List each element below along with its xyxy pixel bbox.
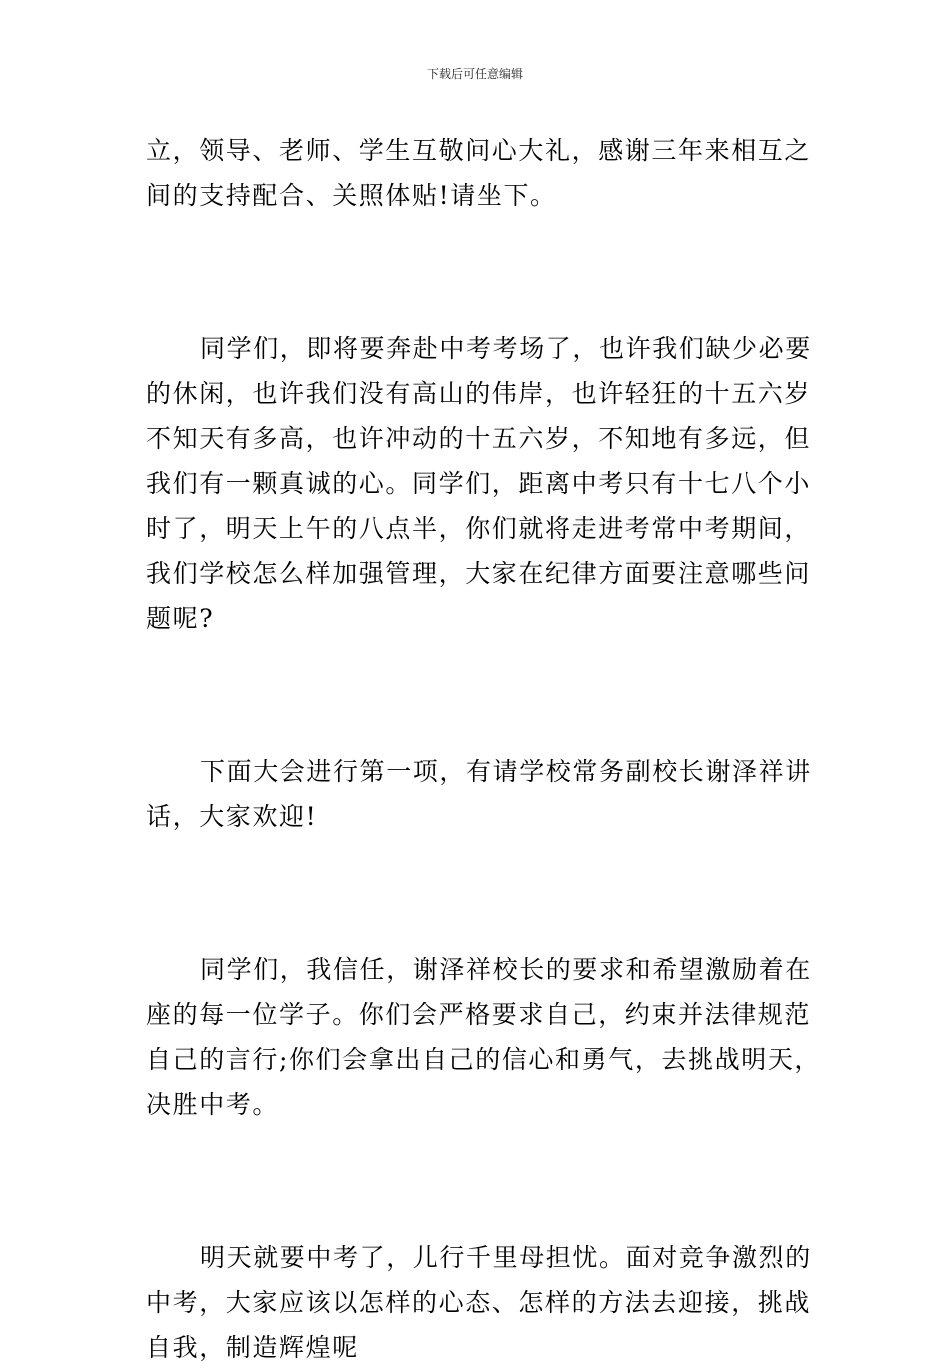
paragraph-line: 时了，明天上午的八点半，你们就将走进考常中考期间， — [146, 514, 812, 543]
paragraph-line: 中考，大家应该以怎样的心态、怎样的方法去迎接，挑战 — [146, 1288, 812, 1317]
paragraph-line: 同学们，即将要奔赴中考考场了，也许我们缺少必要 — [200, 334, 812, 363]
document-body — [146, 128, 822, 1370]
paragraph-spacer — [146, 839, 810, 947]
paragraph-line: 话，大家欢迎! — [146, 802, 318, 831]
paragraph-2 — [146, 326, 810, 641]
page-header-note: 下载后可任意编辑 — [426, 67, 523, 81]
paragraph-line: 立，领导、老师、学生互敬问心大礼，感谢三年来相互之 — [146, 136, 812, 165]
paragraph-spacer — [146, 1127, 810, 1235]
paragraph-line: 我们有一颗真诚的心。同学们，距离中考只有十七八个小 — [146, 469, 812, 498]
paragraph-line: 明天就要中考了，儿行千里母担忧。面对竞争激烈的 — [200, 1243, 812, 1272]
paragraph-line: 的休闲，也许我们没有高山的伟岸，也许轻狂的十五六岁 — [146, 379, 812, 408]
paragraph-spacer — [146, 641, 810, 749]
paragraph-line: 座的每一位学子。你们会严格要求自己，约束并法律规范 — [146, 1000, 812, 1029]
paragraph-line: 我们学校怎么样加强管理，大家在纪律方面要注意哪些问 — [146, 559, 812, 588]
paragraph-line: 间的支持配合、关照体贴!请坐下。 — [146, 181, 557, 210]
paragraph-line: 题呢? — [146, 604, 215, 633]
paragraph-4 — [146, 947, 822, 1127]
paragraph-line: 决胜中考。 — [146, 1090, 280, 1119]
paragraph-line: 不知天有多高，也许冲动的十五六岁，不知地有多远，但 — [146, 424, 812, 453]
paragraph-spacer — [146, 218, 810, 326]
paragraph-line: 自我，制造辉煌呢 — [146, 1333, 359, 1362]
paragraph-line: 下面大会进行第一项，有请学校常务副校长谢泽祥讲 — [200, 757, 812, 786]
paragraph-line: 同学们，我信任，谢泽祥校长的要求和希望激励着在 — [200, 955, 812, 984]
paragraph-1 — [146, 128, 810, 218]
paragraph-line: 自己的言行;你们会拿出自己的信心和勇气，去挑战明天， — [146, 1045, 822, 1074]
paragraph-3 — [146, 749, 810, 839]
paragraph-5 — [146, 1235, 810, 1370]
